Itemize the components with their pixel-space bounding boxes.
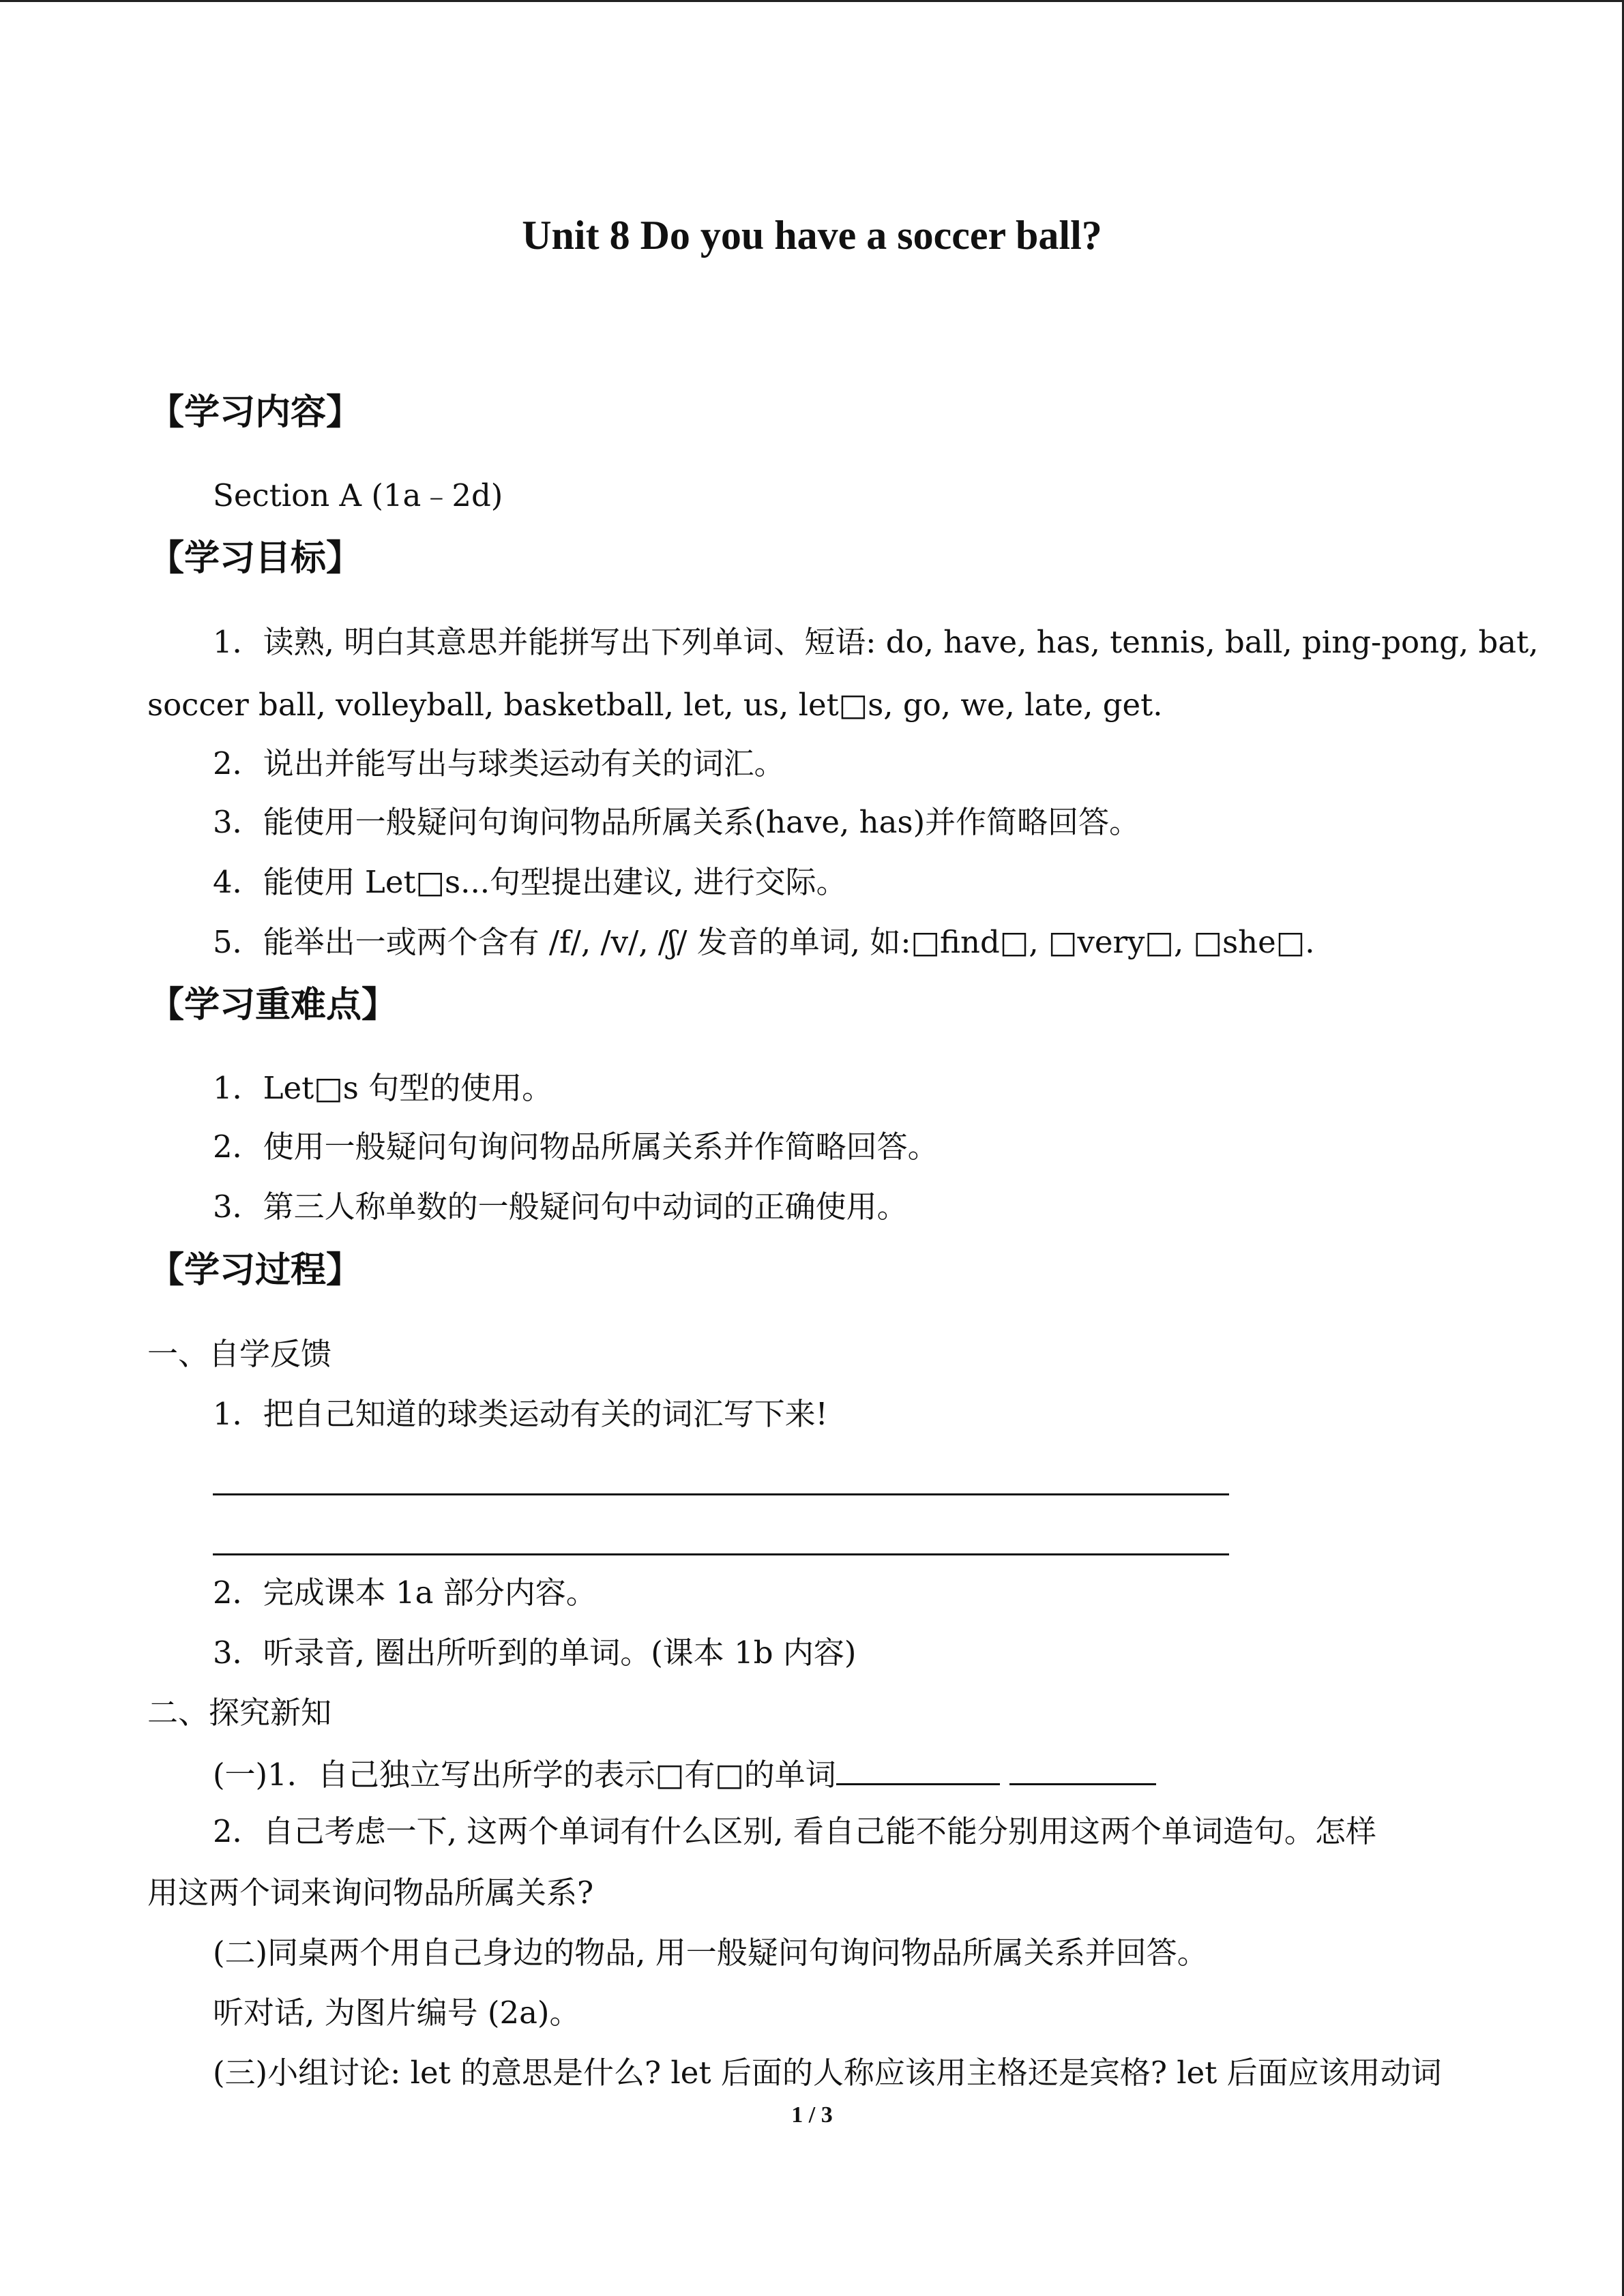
- goal-item-4: 4．能使用 Let□s...句型提出建议, 进行交际。: [213, 864, 847, 900]
- heading-content: 【学习内容】: [149, 392, 362, 433]
- content-section-text: Section A (1a﹣2d): [213, 477, 503, 513]
- process-part2-item-2-cont: 用这两个词来询问物品所属关系?: [147, 1875, 594, 1911]
- answer-blank-line-2[interactable]: [213, 1553, 1229, 1555]
- page-top-border: [0, 0, 1624, 3]
- goal-item-1-cont: soccer ball, volleyball, basketball, let, us, let□s, go, we, late, get.: [147, 687, 1163, 723]
- answer-blank-line-1[interactable]: [213, 1493, 1229, 1495]
- key-point-3: 3．第三人称单数的一般疑问句中动词的正确使用。: [213, 1189, 908, 1225]
- heading-goals: 【学习目标】: [149, 538, 362, 579]
- process-part1-item-1: 1．把自己知道的球类运动有关的词汇写下来!: [213, 1396, 828, 1432]
- goal-item-5: 5．能举出一或两个含有 /f/, /v/, /ʃ/ 发音的单词, 如:□find□, □very□, □she□.: [213, 924, 1315, 960]
- key-point-2: 2．使用一般疑问句询问物品所属关系并作简略回答。: [213, 1129, 939, 1165]
- process-part2-item-5: (三)小组讨论: let 的意思是什么? let 后面的人称应该用主格还是宾格? let 后面应该用动词: [213, 2055, 1442, 2091]
- heading-process: 【学习过程】: [149, 1250, 362, 1291]
- process-part2-item-4: 听对话, 为图片编号 (2a)。: [213, 1995, 580, 2031]
- goal-item-1: 1．读熟, 明白其意思并能拼写出下列单词、短语: do, have, has, tennis, ball, ping-pong, bat,: [213, 624, 1539, 660]
- process-part1-item-2: 2．完成课本 1a 部分内容。: [213, 1575, 597, 1611]
- page-number: 1 / 3: [791, 2102, 833, 2128]
- have-word-blank-1[interactable]: [836, 1752, 1000, 1785]
- goal-item-3: 3．能使用一般疑问句询问物品所属关系(have, has)并作简略回答。: [213, 804, 1140, 840]
- process-part2-item-1: [213, 1752, 1156, 1795]
- process-part1-item-3: 3．听录音, 圈出所听到的单词。(课本 1b 内容): [213, 1635, 857, 1671]
- process-part2-item-3: (二)同桌两个用自己身边的物品, 用一般疑问句询问物品所属关系并回答。: [213, 1935, 1208, 1971]
- goal-item-2: 2．说出并能写出与球类运动有关的词汇。: [213, 745, 785, 781]
- key-point-1: 1．Let□s 句型的使用。: [213, 1070, 553, 1106]
- process-part2-item-1-text: (一)1．自己独立写出所学的表示□有□的单词: [213, 1757, 836, 1793]
- heading-key-points: 【学习重难点】: [149, 985, 398, 1026]
- page-title: Unit 8 Do you have a soccer ball?: [522, 213, 1102, 258]
- process-part2-title: 二、探究新知: [147, 1695, 332, 1731]
- process-part1-title: 一、自学反馈: [147, 1336, 332, 1372]
- have-word-blank-2[interactable]: [1009, 1752, 1156, 1785]
- process-part2-item-2: 2．自己考虑一下, 这两个单词有什么区别, 看自己能不能分别用这两个单词造句。怎样: [213, 1813, 1376, 1849]
